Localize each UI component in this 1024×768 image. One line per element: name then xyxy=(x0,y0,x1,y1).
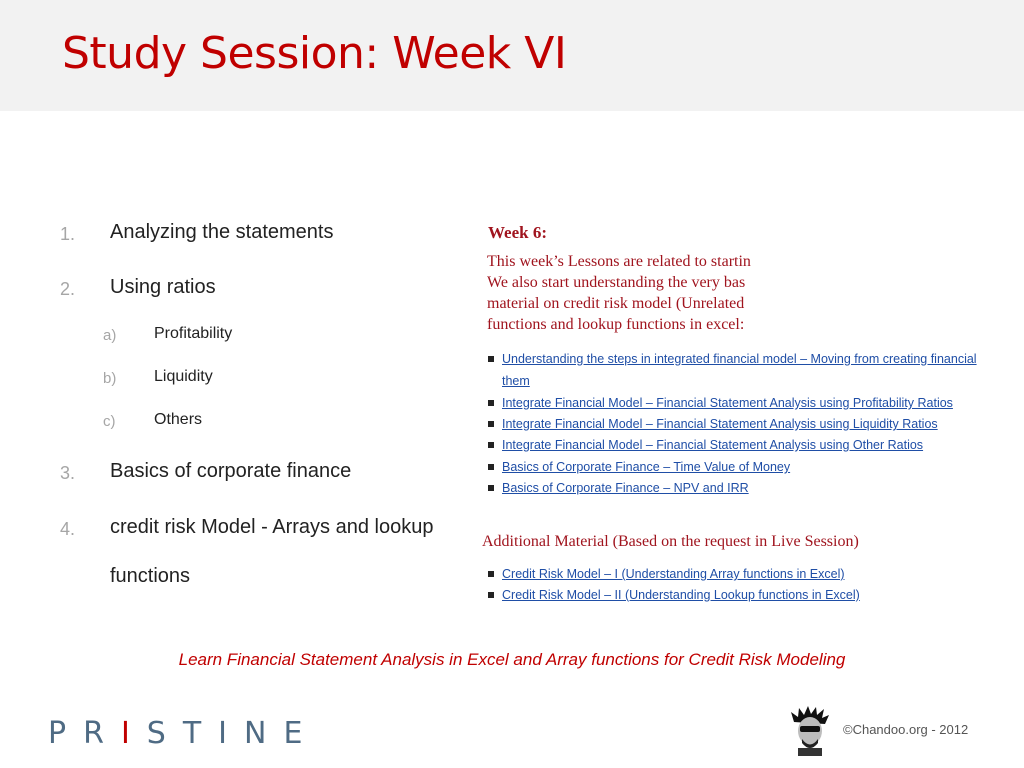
screenshot-link[interactable]: Integrate Financial Model – Financial Statement Analysis using Profitability Ratios xyxy=(502,396,953,410)
bullet-icon xyxy=(488,421,494,427)
bullet-icon xyxy=(488,400,494,406)
slide-caption: Learn Financial Statement Analysis in Excel and Array functions for Credit Risk Modeling xyxy=(178,650,846,669)
outline-text: Analyzing the statements xyxy=(110,221,334,243)
outline-number: 3. xyxy=(60,463,76,483)
bullet-icon xyxy=(488,571,494,577)
bullet-icon xyxy=(488,464,494,470)
logo-text-end: STINE xyxy=(146,716,320,751)
slide-title: Study Session: Week VI xyxy=(62,28,567,79)
bullet-icon xyxy=(488,442,494,448)
embedded-screenshot xyxy=(480,213,1010,613)
outline-text: Using ratios xyxy=(110,276,216,298)
outline-text: credit risk Model - Arrays and lookup xyxy=(110,516,434,538)
bullet-icon xyxy=(488,592,494,598)
screenshot-link-item xyxy=(488,588,860,602)
pristine-logo xyxy=(48,716,319,751)
outline-number: 1. xyxy=(60,224,76,244)
logo-accent-letter: I xyxy=(120,716,147,751)
logo-text-start: PR xyxy=(48,716,121,751)
screenshot-link[interactable]: Credit Risk Model – I (Understanding Array functions in Excel) xyxy=(502,567,845,581)
screenshot-link-item xyxy=(488,417,938,431)
screenshot-link-item xyxy=(488,352,977,366)
outline-number: c) xyxy=(103,413,116,430)
copyright-text: ©Chandoo.org - 2012 xyxy=(843,722,969,737)
screenshot-link-item xyxy=(488,481,749,495)
screenshot-link[interactable]: Basics of Corporate Finance – NPV and IRR xyxy=(502,481,749,495)
outline-text-continued: functions xyxy=(110,565,191,587)
chandoo-avatar-icon xyxy=(790,706,830,756)
bullet-icon xyxy=(488,485,494,491)
screenshot-paragraph-line: functions and lookup functions in excel: xyxy=(487,316,745,333)
screenshot-link[interactable]: Integrate Financial Model – Financial Statement Analysis using Liquidity Ratios xyxy=(502,417,938,431)
outline-text: Basics of corporate finance xyxy=(110,460,352,482)
bullet-icon xyxy=(488,356,494,362)
screenshot-link-item xyxy=(502,374,530,388)
outline-text: Others xyxy=(154,411,203,428)
screenshot-link-item xyxy=(488,438,923,452)
screenshot-additional-heading: Additional Material (Based on the request in Live Session) xyxy=(482,533,859,550)
outline-text: Liquidity xyxy=(154,368,213,385)
outline-number: b) xyxy=(103,370,117,387)
screenshot-link[interactable]: Understanding the steps in integrated financial model – Moving from creating financial xyxy=(502,352,977,366)
screenshot-link[interactable]: Integrate Financial Model – Financial Statement Analysis using Other Ratios xyxy=(502,438,924,452)
screenshot-paragraph-line: material on credit risk model (Unrelated xyxy=(487,295,745,312)
screenshot-link[interactable]: Credit Risk Model – II (Understanding Lookup functions in Excel) xyxy=(502,588,860,602)
screenshot-link-item xyxy=(488,567,845,581)
screenshot-heading: Week 6: xyxy=(488,223,548,242)
screenshot-link-item xyxy=(488,396,953,410)
outline-number: 4. xyxy=(60,519,76,539)
outline-number: 2. xyxy=(60,279,76,299)
title-bar xyxy=(0,0,1024,111)
screenshot-paragraph-line: This week’s Lessons are related to startin xyxy=(487,253,751,270)
screenshot-link[interactable]: Basics of Corporate Finance – Time Value of Money xyxy=(502,460,791,474)
screenshot-link[interactable]: them xyxy=(502,374,530,388)
outline-text: Profitability xyxy=(154,325,233,342)
screenshot-link-item xyxy=(488,460,790,474)
outline-number: a) xyxy=(103,327,117,344)
screenshot-paragraph-line: We also start understanding the very bas xyxy=(487,274,746,291)
